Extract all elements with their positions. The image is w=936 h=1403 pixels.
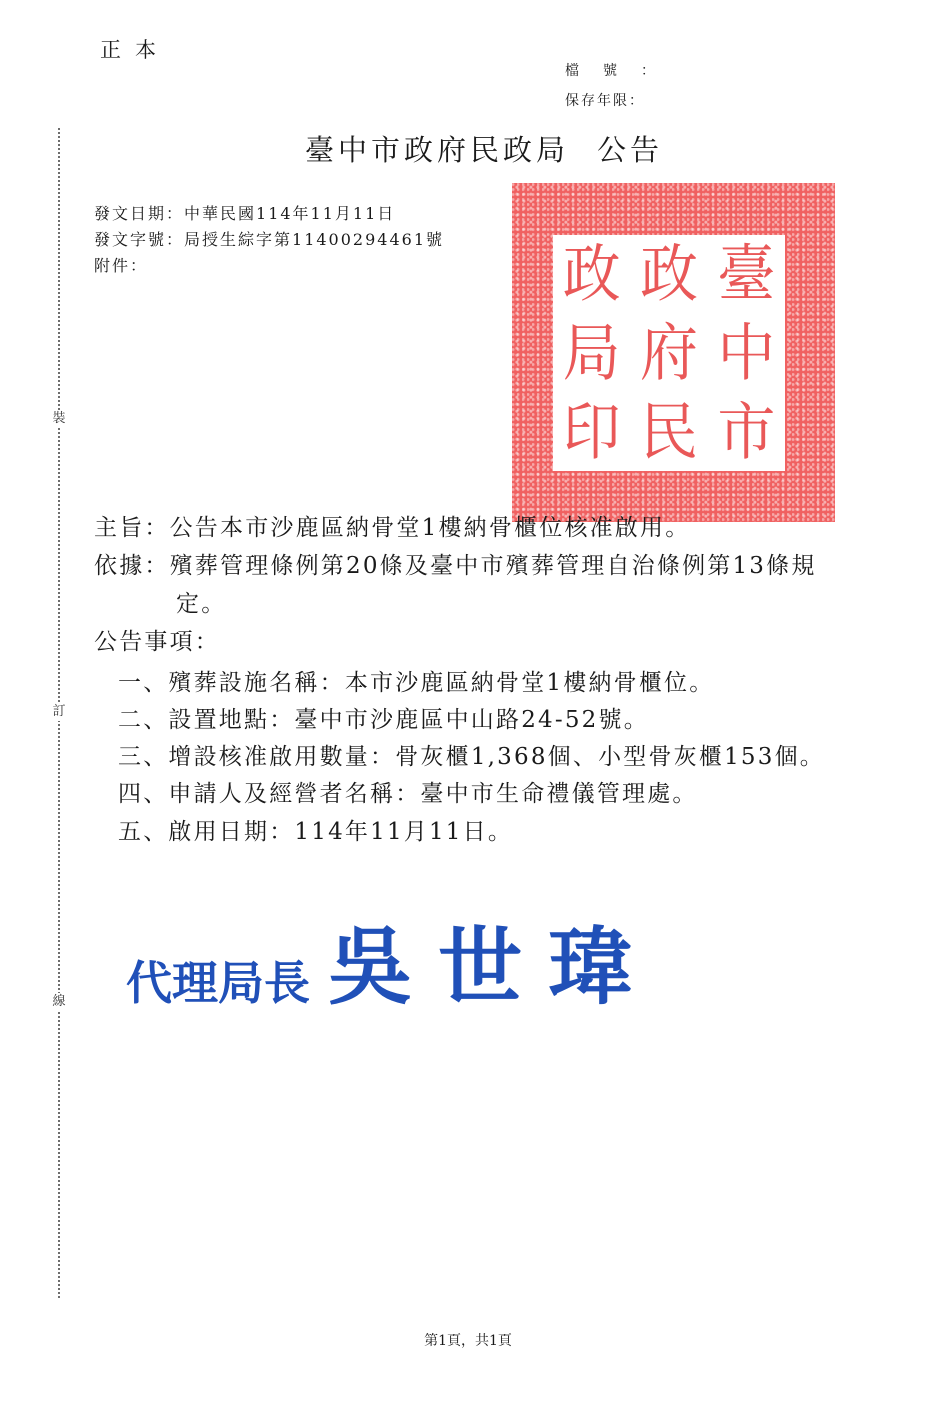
seal-char: 印 (562, 394, 621, 469)
announcement-item (118, 701, 649, 734)
item-key: 設置地點： (168, 707, 295, 733)
seal-char: 中 (717, 316, 776, 390)
item-key: 增設核准啟用數量： (168, 744, 396, 770)
document-number-row (94, 227, 444, 250)
document-title (305, 128, 663, 169)
announcement-item (118, 813, 513, 846)
subject-text: 公告本市沙鹿區納骨堂1樓納骨櫃位核准啟用。 (169, 515, 691, 541)
archive-number-label: 檔號 (565, 63, 641, 79)
item-number: 四、 (118, 781, 169, 807)
item-number: 二、 (118, 707, 169, 733)
basis-row-continued: 定。 (176, 591, 227, 617)
announcement-item (118, 664, 714, 697)
item-number: 一、 (118, 670, 169, 696)
signatory-title: 代理局長 (126, 956, 310, 1010)
item-number: 五、 (118, 819, 169, 845)
issue-date-row (94, 201, 395, 224)
issuing-organization: 臺中市政府民政局 (305, 133, 570, 167)
basis-label: 依據： (94, 553, 170, 579)
colon: ： (641, 63, 655, 79)
seal-char: 政 (562, 237, 621, 312)
item-value: 臺中市生命禮儀管理處。 (420, 781, 698, 807)
document-number-value: 局授生綜字第11400294461號 (184, 230, 444, 249)
item-key: 殯葬設施名稱： (168, 670, 345, 696)
signatory-name: 吳世瑋 (328, 918, 659, 1016)
attachment-row (94, 253, 148, 276)
item-value: 骨灰櫃1,368個、小型骨灰櫃153個。 (395, 744, 825, 770)
basis-text: 殯葬管理條例第20條及臺中市殯葬管理自治條例第13條規 (169, 553, 817, 579)
issue-date-label: 發文日期： (94, 204, 185, 223)
item-value: 114年11月11日。 (294, 819, 514, 845)
item-value: 本市沙鹿區納骨堂1樓納骨櫃位。 (344, 670, 715, 696)
retention-period-field (565, 90, 643, 110)
official-seal-stamp (512, 183, 835, 522)
binding-char-zhuang: 裝 (49, 410, 69, 428)
document-type: 公告 (597, 133, 664, 167)
seal-char: 政 (640, 237, 699, 312)
retention-period-label: 保存年限 (565, 93, 629, 109)
archive-number-field (565, 60, 655, 80)
item-key: 申請人及經營者名稱： (168, 781, 421, 807)
document-number-label: 發文字號： (94, 230, 185, 249)
binding-char-xian: 線 (49, 993, 69, 1011)
seal-char: 臺 (717, 237, 776, 312)
seal-char: 市 (717, 394, 776, 469)
seal-char: 府 (640, 316, 699, 390)
seal-text (553, 235, 785, 471)
subject-label: 主旨： (94, 515, 170, 541)
item-value: 臺中市沙鹿區中山路24-52號。 (294, 707, 649, 733)
basis-row (94, 547, 817, 580)
attachment-label: 附件： (94, 256, 149, 275)
page-number: 第1頁，共1頁 (424, 1333, 512, 1349)
colon: ： (629, 93, 643, 109)
item-number: 三、 (118, 744, 169, 770)
seal-char: 局 (562, 316, 621, 390)
binding-char-ding: 訂 (49, 703, 69, 721)
announcement-item (118, 775, 698, 808)
copy-label: 正本 (100, 38, 170, 62)
seal-char: 民 (640, 394, 699, 469)
issue-date-value: 中華民國114年11月11日 (184, 204, 396, 223)
subject-row (94, 509, 690, 542)
item-key: 啟用日期： (168, 819, 295, 845)
announcement-items-label: 公告事項： (94, 629, 220, 655)
signature-stamp (126, 900, 658, 1021)
announcement-item (118, 738, 825, 771)
